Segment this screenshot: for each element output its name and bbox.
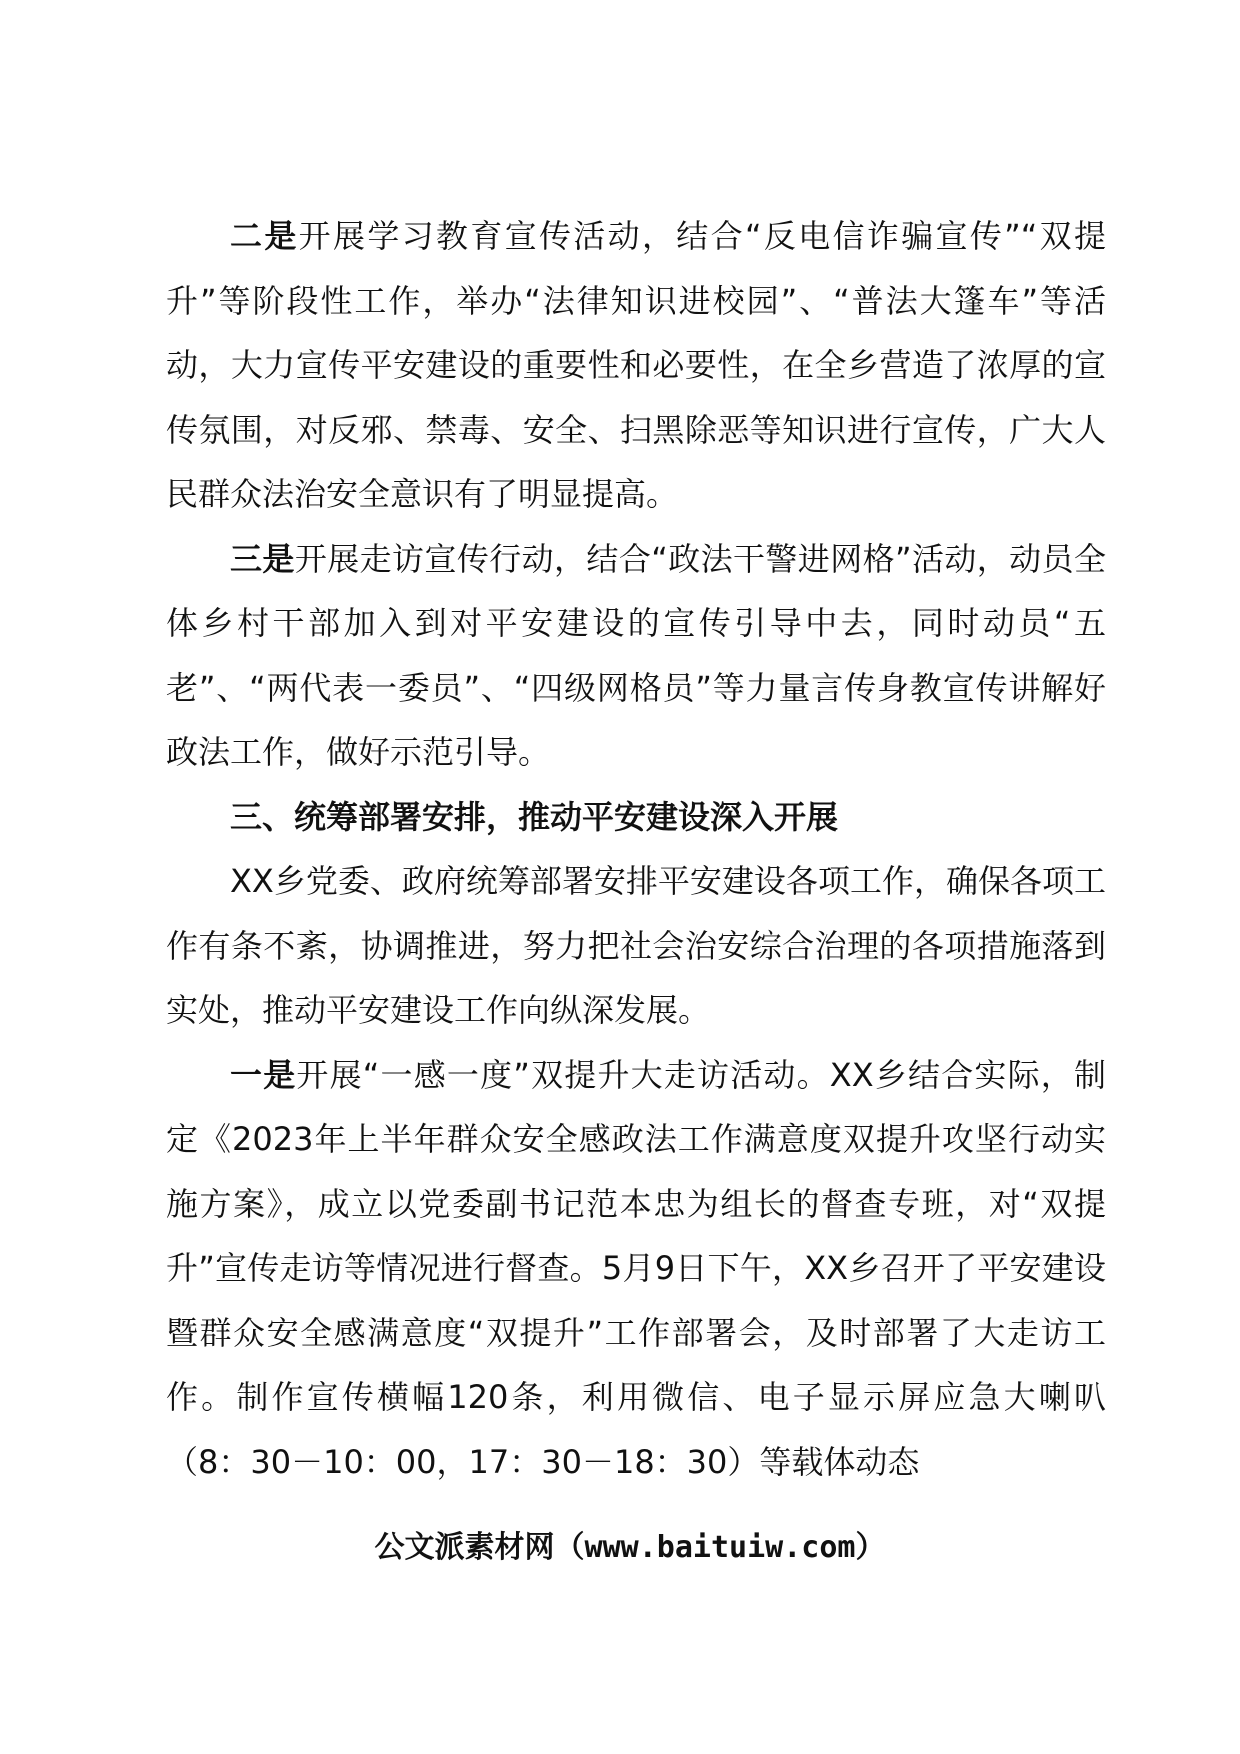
paragraph-lead: 一是 xyxy=(230,1055,297,1094)
paragraph-text: 开展学习教育宣传活动，结合“反电信诈骗宣传”“双提升”等阶段性工作，举办“法律知识进校园”、“普法大篷车”等活动，大力宣传平安建设的重要性和必要性，在全乡营造了浓厚的宣传氛围，对反邪、禁毒、安全、扫黑除恶等知识进行宣传，广大人民群众法治安全意识有了明显提高。 xyxy=(166,217,1106,513)
footer-watermark-text: 公文派素材网（www.baituiw.com） xyxy=(374,1530,886,1565)
paragraph-second-point xyxy=(166,204,1106,527)
paragraph-lead: 三是 xyxy=(230,539,295,578)
paragraph-first-point xyxy=(166,1043,1106,1495)
paragraph-lead: 二是 xyxy=(230,217,299,255)
section-heading: 三、统筹部署安排，推动平安建设深入开展 xyxy=(230,797,839,836)
paragraph-text: 开展走访宣传行动，结合“政法干警进网格”活动，动员全体乡村干部加入到对平安建设的宣传引导中去，同时动员“五老”、“两代表一委员”、“四级网格员”等力量言传身教宣传讲解好政法工作，做好示范引导。 xyxy=(166,539,1106,771)
document-body xyxy=(166,204,1106,1494)
paragraph-third-point xyxy=(166,527,1106,785)
section-intro-paragraph: XX乡党委、政府统筹部署安排平安建设各项工作，确保各项工作有条不紊，协调推进，努力把社会治安综合治理的各项措施落到实处，推动平安建设工作向纵深发展。 xyxy=(166,862,1106,1029)
paragraph-text: 开展“一感一度”双提升大走访活动。XX乡结合实际，制定《2023年上半年群众安全感政法工作满意度双提升攻坚行动实施方案》，成立以党委副书记范本忠为组长的督查专班，对“双提升”宣传走访等情况进行督查。5月9日下午，XX乡召开了平安建设暨群众安全感满意度“双提升”工作部署会，及时部署了大走访工作。制作宣传横幅120条，利用微信、电子显示屏应急大喇叭（8：30－10：00，17：30－18：30）等载体动态 xyxy=(166,1055,1106,1481)
